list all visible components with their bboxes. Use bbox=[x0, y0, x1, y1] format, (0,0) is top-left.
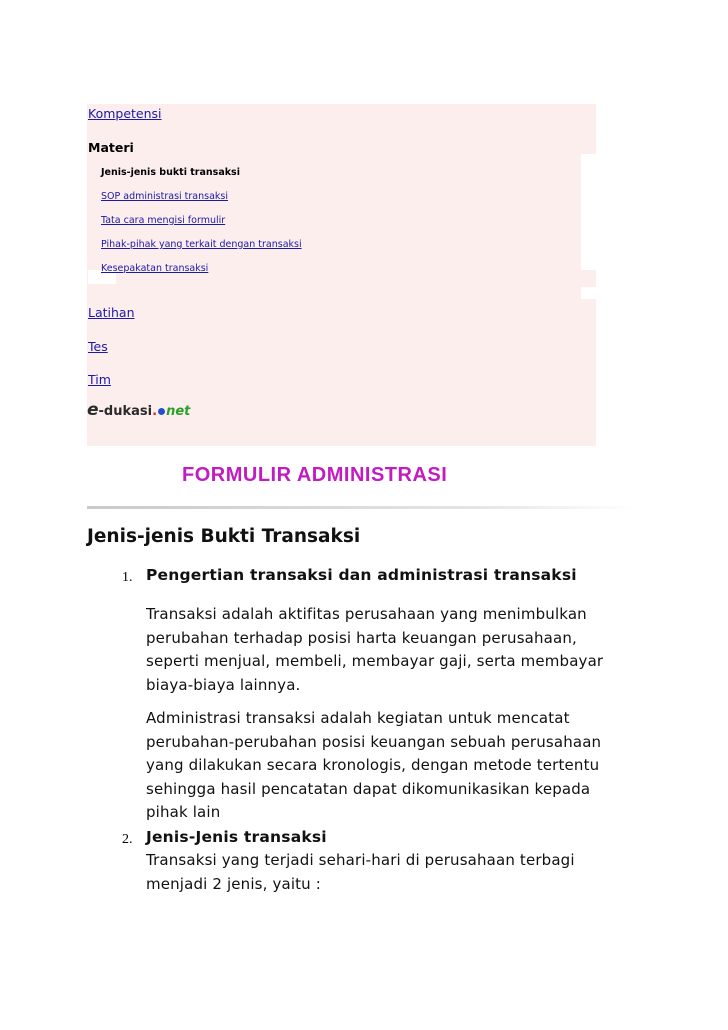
logo-letter-e: e bbox=[87, 400, 99, 420]
list-item-heading: Pengertian transaksi dan administrasi transaksi bbox=[146, 566, 577, 584]
logo-dot: . bbox=[152, 404, 158, 419]
nav-edge-notch bbox=[581, 154, 596, 270]
nav-sub-item[interactable]: Tata cara mengisi formulir bbox=[101, 215, 226, 226]
list-item-heading: Jenis-Jenis transaksi bbox=[146, 828, 327, 846]
page-title: FORMULIR ADMINISTRASI bbox=[182, 464, 448, 486]
nav-link-kompetensi[interactable]: Kompetensi bbox=[88, 106, 162, 121]
list-item-paragraph: Administrasi transaksi adalah kegiatan untuk mencatat perubahan-perubahan posisi keuangan sebuah perusahaan yang dilakukan secara kronologis, dengan metode tertentu sehingga hasil pencatatan dapat dikomunikasikan kepada pihak lain bbox=[146, 709, 602, 821]
nav-sub-item[interactable]: SOP administrasi transaksi bbox=[101, 191, 229, 202]
nav-sub-item[interactable]: Pihak-pihak yang terkait dengan transaksi bbox=[101, 239, 302, 250]
nav-edge-notch bbox=[581, 287, 596, 299]
title-divider bbox=[87, 506, 638, 509]
list-item-paragraph: Transaksi yang terjadi sehari-hari di perusahaan terbagi menjadi 2 jenis, yaitu : bbox=[146, 851, 575, 893]
nav-link-tes[interactable]: Tes bbox=[88, 339, 108, 354]
nav-sub-item-current[interactable]: Jenis-jenis bukti transaksi bbox=[101, 167, 240, 178]
side-navigation bbox=[87, 104, 596, 446]
nav-sub-item[interactable]: Kesepakatan transaksi bbox=[101, 263, 209, 274]
nav-link-tim[interactable]: Tim bbox=[88, 372, 111, 387]
list-number: 2. bbox=[122, 832, 133, 847]
section-heading: Jenis-jenis Bukti Transaksi bbox=[87, 526, 361, 547]
logo-text: -dukasi bbox=[98, 404, 153, 419]
nav-link-latihan[interactable]: Latihan bbox=[88, 305, 135, 320]
nav-heading-materi: Materi bbox=[88, 140, 134, 155]
logo-net-text: net bbox=[166, 404, 191, 419]
logo-blue-dot-icon bbox=[158, 408, 165, 415]
edukasi-logo[interactable] bbox=[87, 400, 190, 420]
list-number: 1. bbox=[122, 570, 133, 585]
list-item-paragraph: Transaksi adalah aktifitas perusahaan yang menimbulkan perubahan terhadap posisi harta keuangan perusahaan, seperti menjual, membeli, membayar gaji, serta membayar biaya-biaya lainnya. bbox=[146, 605, 604, 694]
